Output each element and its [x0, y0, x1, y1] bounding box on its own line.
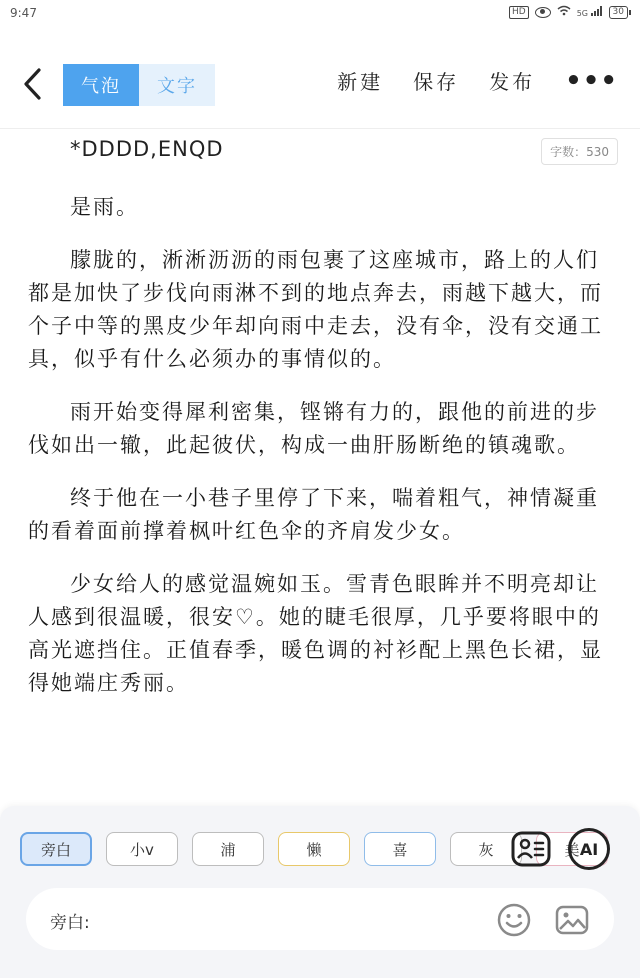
signal-icon — [577, 6, 603, 18]
more-options-icon[interactable]: ••• — [565, 65, 618, 96]
eye-comfort-icon — [535, 7, 551, 18]
role-chip[interactable]: 喜 — [364, 832, 436, 866]
role-manager-button[interactable] — [510, 828, 552, 870]
wifi-icon — [557, 5, 571, 19]
ai-button[interactable]: AI — [568, 828, 610, 870]
hd-icon: HD — [509, 6, 529, 19]
contacts-card-icon — [510, 828, 552, 870]
chevron-left-icon — [21, 67, 43, 101]
smiley-icon — [496, 902, 532, 938]
mode-toggle — [63, 64, 215, 106]
editor-area[interactable] — [0, 129, 640, 809]
image-icon — [554, 902, 590, 938]
composer-panel — [0, 806, 640, 978]
document-title[interactable]: *DDDD,ENQD — [70, 137, 224, 161]
role-chips[interactable] — [20, 832, 580, 870]
paragraph[interactable]: 是雨。 — [70, 195, 139, 219]
save-button[interactable]: 保存 — [413, 70, 460, 94]
paragraph[interactable]: 终于他在一小巷子里停了下来，喘着粗气，神情凝重的看着面前撑着枫叶红色伞的齐肩发少女。 — [28, 486, 599, 543]
toolbar-actions — [337, 66, 618, 95]
tab-text[interactable]: 文字 — [139, 64, 215, 106]
role-chip[interactable]: 浦 — [192, 832, 264, 866]
paragraph[interactable]: 雨开始变得犀利密集，铿锵有力的，跟他的前进的步伐如出一辙，此起彼伏，构成一曲肝肠断绝的镇魂歌。 — [28, 400, 599, 457]
tab-bubble[interactable]: 气泡 — [63, 64, 139, 106]
message-input-bar — [26, 888, 614, 950]
status-bar — [0, 0, 640, 28]
role-chip[interactable]: 懒 — [278, 832, 350, 866]
new-button[interactable]: 新建 — [337, 70, 384, 94]
role-chip[interactable]: 灰 — [450, 832, 522, 866]
back-button[interactable] — [14, 62, 50, 106]
publish-button[interactable]: 发布 — [489, 70, 536, 94]
input-role-label: 旁白: — [50, 913, 90, 933]
status-icons — [509, 5, 628, 19]
image-button[interactable] — [554, 902, 590, 938]
document-body[interactable] — [28, 191, 606, 720]
role-chip[interactable]: 小v — [106, 832, 178, 866]
emoji-button[interactable] — [496, 902, 532, 938]
battery-icon: 30 — [609, 6, 628, 19]
signal-label: 5G — [576, 9, 588, 18]
paragraph[interactable]: 朦胧的，淅淅沥沥的雨包裹了这座城市，路上的人们都是加快了步伐向雨淋不到的地点奔去，雨越下越大，而个子中等的黑皮少年却向雨中走去，没有伞，没有交通工具，似乎有什么必须办的事情似的。 — [28, 248, 603, 371]
editor-toolbar — [0, 56, 640, 116]
status-time: 9:47 — [10, 6, 37, 20]
role-chip[interactable]: 美 — [536, 832, 608, 866]
paragraph[interactable]: 少女给人的感觉温婉如玉。雪青色眼眸并不明亮却让人感到很温暖，很安♡。她的睫毛很厚，几乎要将眼中的高光遮挡住。正值春季，暖色调的衬衫配上黑色长裙，显得她端庄秀丽。 — [28, 572, 603, 695]
message-input[interactable] — [112, 902, 496, 938]
word-count-badge: 字数：530 — [541, 138, 618, 165]
role-chip[interactable]: 旁白 — [20, 832, 92, 866]
